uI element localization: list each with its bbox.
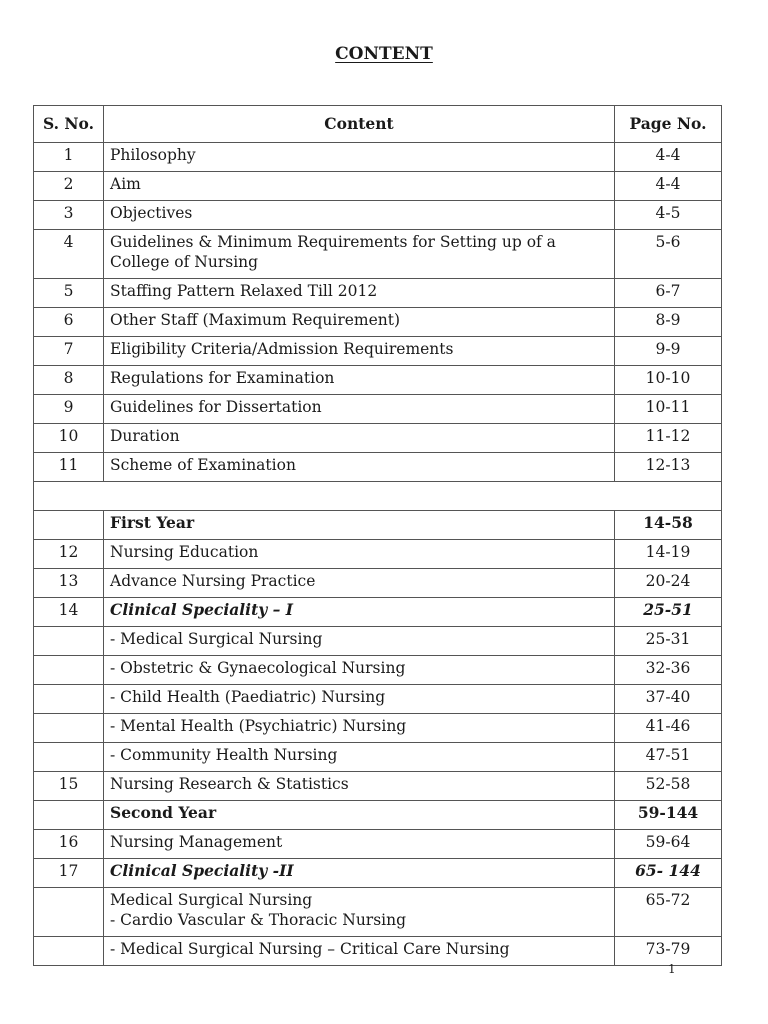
row-label: Aim	[104, 172, 615, 201]
row-sno: 12	[34, 540, 104, 569]
row-page: 25-31	[615, 627, 722, 656]
row-label-multiline	[104, 888, 615, 937]
row-sno: 9	[34, 395, 104, 424]
row-sno: 17	[34, 859, 104, 888]
section-label: First Year	[104, 511, 615, 540]
row-sno: 5	[34, 279, 104, 308]
section-row-first-year	[34, 511, 722, 540]
row-label: - Child Health (Paediatric) Nursing	[104, 685, 615, 714]
row-label: Regulations for Examination	[104, 366, 615, 395]
row-label: Nursing Research & Statistics	[104, 772, 615, 801]
table-row	[34, 143, 722, 172]
row-page: 14-58	[615, 511, 722, 540]
table-row	[34, 308, 722, 337]
row-page: 4-4	[615, 143, 722, 172]
blank-cell	[34, 482, 722, 511]
row-sno	[34, 714, 104, 743]
row-label: - Medical Surgical Nursing	[104, 627, 615, 656]
table-row	[34, 830, 722, 859]
row-sno: 10	[34, 424, 104, 453]
row-page: 59-64	[615, 830, 722, 859]
row-page: 4-5	[615, 201, 722, 230]
row-page: 9-9	[615, 337, 722, 366]
row-label: - Medical Surgical Nursing – Critical Care Nursing	[104, 937, 615, 966]
row-page: 59-144	[615, 801, 722, 830]
row-page: 12-13	[615, 453, 722, 482]
row-label: Clinical Speciality – I	[104, 598, 615, 627]
row-sno	[34, 685, 104, 714]
row-label-line-2: - Cardio Vascular & Thoracic Nursing	[110, 911, 407, 929]
row-label: Duration	[104, 424, 615, 453]
row-sno	[34, 743, 104, 772]
table-row	[34, 366, 722, 395]
row-label: Scheme of Examination	[104, 453, 615, 482]
row-label: Objectives	[104, 201, 615, 230]
row-sno	[34, 937, 104, 966]
table-row	[34, 337, 722, 366]
row-page: 47-51	[615, 743, 722, 772]
row-page: 10-11	[615, 395, 722, 424]
row-sno: 16	[34, 830, 104, 859]
table-row	[34, 395, 722, 424]
table-row	[34, 743, 722, 772]
row-label: - Community Health Nursing	[104, 743, 615, 772]
section-row-second-year	[34, 801, 722, 830]
row-sno	[34, 627, 104, 656]
row-label: Guidelines & Minimum Requirements for Setting up of a College of Nursing	[104, 230, 615, 279]
header-page: Page No.	[615, 106, 722, 143]
row-page: 65- 144	[615, 859, 722, 888]
table-row	[34, 201, 722, 230]
row-page: 73-79	[615, 937, 722, 966]
row-label: Guidelines for Dissertation	[104, 395, 615, 424]
row-sno: 1	[34, 143, 104, 172]
row-page: 6-7	[615, 279, 722, 308]
table-row	[34, 859, 722, 888]
page-title: CONTENT	[335, 44, 433, 64]
row-page: 5-6	[615, 230, 722, 279]
row-label: Eligibility Criteria/Admission Requirements	[104, 337, 615, 366]
table-row	[34, 172, 722, 201]
blank-row	[34, 482, 722, 511]
row-page: 37-40	[615, 685, 722, 714]
row-page: 11-12	[615, 424, 722, 453]
header-sno: S. No.	[34, 106, 104, 143]
row-label: - Obstetric & Gynaecological Nursing	[104, 656, 615, 685]
row-label: - Mental Health (Psychiatric) Nursing	[104, 714, 615, 743]
table-header-row	[34, 106, 722, 143]
table-row	[34, 937, 722, 966]
table-row	[34, 569, 722, 598]
row-page: 14-19	[615, 540, 722, 569]
row-sno: 14	[34, 598, 104, 627]
row-label: Staffing Pattern Relaxed Till 2012	[104, 279, 615, 308]
row-sno: 13	[34, 569, 104, 598]
table-row	[34, 230, 722, 279]
row-page: 8-9	[615, 308, 722, 337]
row-sno: 7	[34, 337, 104, 366]
header-content: Content	[104, 106, 615, 143]
row-sno: 15	[34, 772, 104, 801]
row-label: Advance Nursing Practice	[104, 569, 615, 598]
table-row	[34, 627, 722, 656]
row-page: 41-46	[615, 714, 722, 743]
table-row	[34, 540, 722, 569]
table-row	[34, 279, 722, 308]
row-label-line-1: Medical Surgical Nursing	[110, 891, 313, 909]
section-label: Second Year	[104, 801, 615, 830]
row-label: Nursing Management	[104, 830, 615, 859]
table-row	[34, 714, 722, 743]
row-page: 32-36	[615, 656, 722, 685]
row-sno: 2	[34, 172, 104, 201]
page-number: 1	[668, 962, 676, 976]
row-sno	[34, 888, 104, 937]
row-sno	[34, 801, 104, 830]
row-sno	[34, 511, 104, 540]
table-row	[34, 424, 722, 453]
row-sno: 6	[34, 308, 104, 337]
row-sno: 4	[34, 230, 104, 279]
row-label: Philosophy	[104, 143, 615, 172]
row-page: 25-51	[615, 598, 722, 627]
row-label: Clinical Speciality -II	[104, 859, 615, 888]
row-sno	[34, 656, 104, 685]
table-row	[34, 453, 722, 482]
row-sno: 11	[34, 453, 104, 482]
table-row	[34, 888, 722, 937]
table-row	[34, 772, 722, 801]
contents-table	[33, 105, 722, 966]
row-page: 4-4	[615, 172, 722, 201]
row-page: 10-10	[615, 366, 722, 395]
row-label: Nursing Education	[104, 540, 615, 569]
row-page: 20-24	[615, 569, 722, 598]
row-page: 65-72	[615, 888, 722, 937]
row-sno: 3	[34, 201, 104, 230]
table-row	[34, 656, 722, 685]
row-page: 52-58	[615, 772, 722, 801]
table-row	[34, 685, 722, 714]
row-sno: 8	[34, 366, 104, 395]
table-row	[34, 598, 722, 627]
row-label: Other Staff (Maximum Requirement)	[104, 308, 615, 337]
